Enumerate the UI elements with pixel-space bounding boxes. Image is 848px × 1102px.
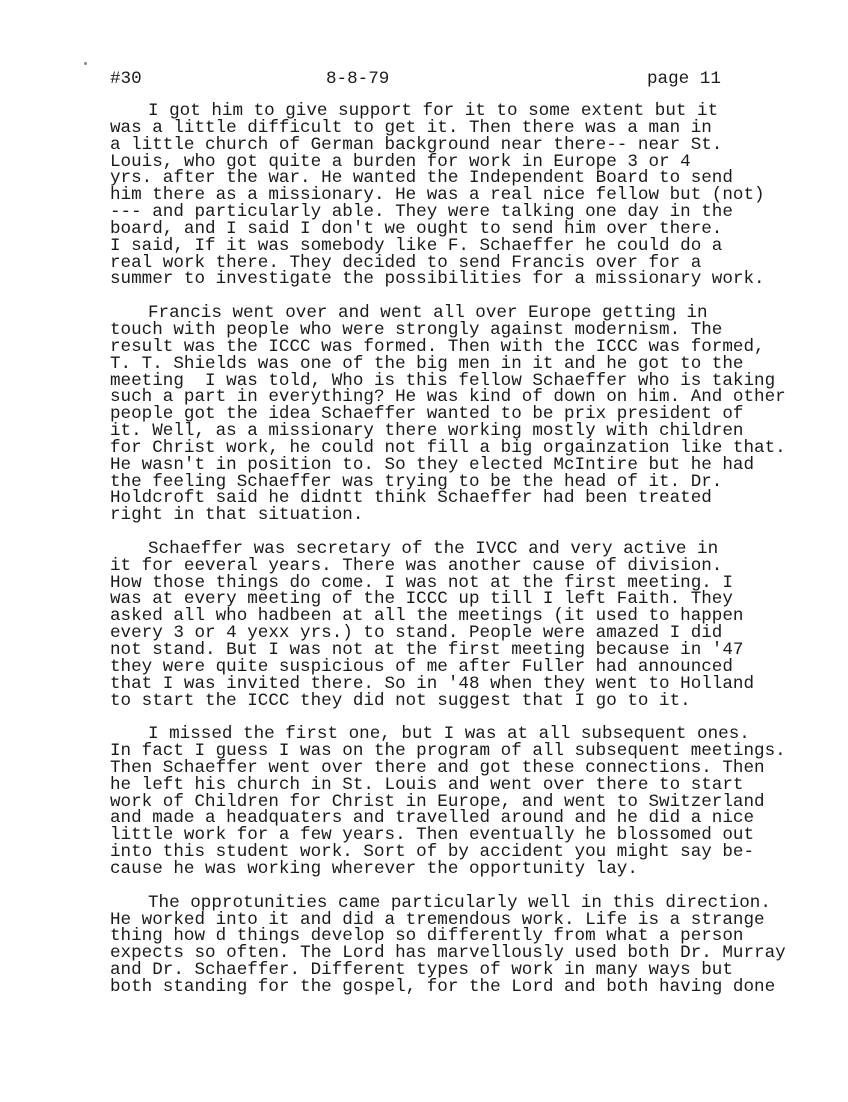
page-number: page 11 (647, 69, 721, 89)
text-line: it. Well, as a missionary there working mostly with children (110, 421, 744, 442)
page-header (110, 69, 721, 89)
text-line: cause he was working wherever the opportunity lay. (110, 858, 638, 879)
text-line: he left his church in St. Louis and went over there to start (110, 774, 744, 795)
text-line: was at every meeting of the ICCC up till I left Faith. They (110, 589, 733, 610)
text-line: He worked into it and did a tremendous work. Life is a strange (110, 909, 765, 930)
text-line: I said, If it was somebody like F. Schaeffer he could do a (110, 235, 723, 256)
paragraph (110, 538, 786, 711)
text-line: was a little difficult to get it. Then there was a man in (110, 117, 712, 138)
text-line: not stand. But I was not at the first meeting because in '47 (110, 640, 744, 660)
text-line: every 3 or 4 yexx yrs.) to stand. People were amazed I did (110, 623, 723, 644)
text-line: I got him to give support for it to some extent but it (148, 101, 719, 121)
text-line: right in that situation. (110, 505, 364, 526)
text-line: the feeling Schaeffer was trying to be the head of it. Dr. (110, 471, 723, 492)
text-line: yrs. after the war. He wanted the Independent Board to send (110, 168, 733, 189)
text-line: How those things do come. I was not at the first meeting. I (110, 572, 733, 593)
paper-speck (84, 62, 87, 65)
text-line: expects so often. The Lord has marvellously used both Dr. Murray (110, 943, 786, 964)
text-line: him there as a missionary. He was a real nice fellow but (not) (110, 185, 765, 206)
text-line: meeting I was told, Who is this fellow Schaeffer who is taking (110, 370, 776, 391)
text-line: He wasn't in position to. So they elected McIntire but he had (110, 454, 755, 475)
transcript-number: #30 (110, 69, 142, 89)
text-line: asked all who hadbeen at all the meetings (it used to happen (110, 606, 744, 627)
paragraph (110, 305, 786, 524)
text-line: Schaeffer was secretary of the IVCC and very active in (148, 538, 719, 559)
text-line: result was the ICCC was formed. Then with the ICCC was formed, (110, 336, 765, 357)
paragraph (110, 892, 786, 997)
text-line: Then Schaeffer went over there and got these connections. Then (110, 757, 765, 778)
text-line: to start the ICCC they did not suggest that I go to it. (110, 690, 691, 711)
text-line: summer to investigate the possibilities for a missionary work. (110, 269, 765, 290)
text-line: both standing for the gospel, for the Lord and both having done (110, 976, 776, 997)
text-line: work of Children for Christ in Europe, and went to Switzerland (110, 791, 765, 812)
text-line: In fact I guess I was on the program of all subsequent meetings. (110, 741, 786, 762)
text-line: The opprotunities came particularly well in this direction. (148, 892, 771, 913)
text-line: people got the idea Schaeffer wanted to be prix president of (110, 404, 744, 425)
text-line: it for eeveral years. There was another cause of division. (110, 555, 723, 576)
document-body (110, 103, 786, 1013)
text-line: --- and particularly able. They were talking one day in the (110, 202, 733, 223)
text-line: that I was invited there. So in '48 when they went to Holland (110, 673, 755, 694)
text-line: such a part in everything? He was kind of down on him. And other (110, 387, 786, 408)
paragraph (110, 726, 786, 878)
text-line: they were quite suspicious of me after Fuller had announced (110, 656, 733, 677)
text-line: a little church of German background near there-- near St. (110, 134, 723, 155)
text-line: board, and I said I don't we ought to send him over there. (110, 218, 723, 239)
text-line: touch with people who were strongly against modernism. The (110, 319, 723, 340)
paragraph (110, 103, 786, 288)
text-line: and made a headquaters and travelled around and he did a nice (110, 808, 755, 829)
text-line: into this student work. Sort of by accident you might say be- (110, 842, 755, 863)
header-date: 8-8-79 (326, 69, 390, 89)
text-line: I missed the first one, but I was at all subsequent ones. (148, 724, 750, 745)
text-line: little work for a few years. Then eventually he blossomed out (110, 825, 755, 846)
text-line: Louis, who got quite a burden for work in Europe 3 or 4 (110, 151, 691, 172)
text-line: T. T. Shields was one of the big men in it and he got to the (110, 353, 744, 374)
text-line: for Christ work, he could not fill a big orgainzation like that. (110, 437, 786, 458)
text-line: real work there. They decided to send Francis over for a (110, 252, 702, 273)
text-line: Holdcroft said he didntt think Schaeffer had been treated (110, 488, 712, 509)
text-line: Francis went over and went all over Europe getting in (148, 303, 708, 324)
text-line: thing how d things develop so differently from what a person (110, 926, 744, 947)
text-line: and Dr. Schaeffer. Different types of work in many ways but (110, 960, 733, 981)
